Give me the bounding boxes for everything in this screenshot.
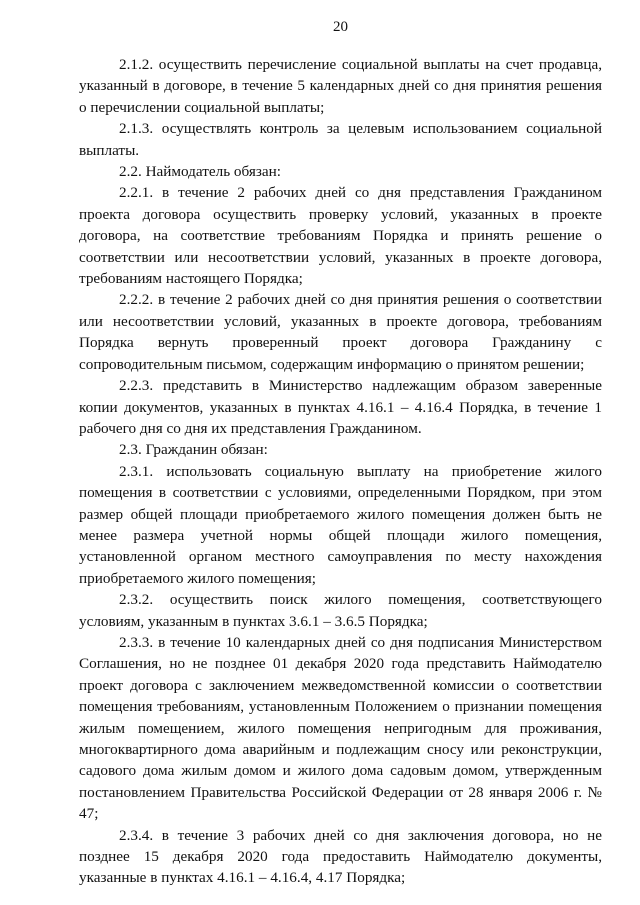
- paragraph-2-1-2: 2.1.2. осуществить перечисление социальной выплаты на счет продавца, указанный в договоре, в течение 5 календарных дней со дня принятия решения о перечислении социальной выплаты;: [79, 56, 602, 116]
- page-number: 20: [333, 19, 348, 35]
- section-heading-2-2: 2.2. Наймодатель обязан:: [119, 163, 281, 181]
- paragraph-2-2-2: 2.2.2. в течение 2 рабочих дней со дня принятия решения о соответствии или несоответствии условий, указанных в проекте договора, требованиям Порядка вернуть проверенный проект договора Гражданину с сопроводительным письмом, содержащим информацию о принятом решении;: [79, 291, 602, 373]
- paragraph-2-1-3: 2.1.3. осуществлять контроль за целевым использованием социальной выплаты.: [79, 120, 602, 159]
- paragraph-2-2-3: 2.2.3. представить в Министерство надлежащим образом заверенные копии документов, указанных в пунктах 4.16.1 – 4.16.4 Порядка, в течение 1 рабочего дня со дня их представления Гражданином.: [79, 377, 602, 437]
- paragraph-2-2-1: 2.2.1. в течение 2 рабочих дней со дня представления Гражданином проекта договора осуществить проверку условий, указанных в проекте договора, на соответствие требованиям Порядка и принять решение о соответствии или несоответствии условий, указанных в проекте договора, требованиям настоящего Порядка;: [79, 184, 602, 288]
- paragraph-2-3-2: 2.3.2. осуществить поиск жилого помещения, соответствующего условиям, указанным в пунктах 3.6.1 – 3.6.5 Порядка;: [79, 591, 602, 630]
- paragraph-2-3-4: 2.3.4. в течение 3 рабочих дней со дня заключения договора, но не позднее 15 декабря 2020 года предоставить Наймодателю документы, указанные в пунктах 4.16.1 – 4.16.4, 4.17 Порядка;: [79, 826, 602, 887]
- paragraph-2-3-3: 2.3.3. в течение 10 календарных дней со дня подписания Министерством Соглашения, но не позднее 01 декабря 2020 года представить Наймодателю проект договора с заключением межведомственной комиссии о соответствии помещения требованиям, установленным Положением о признании помещения жилым помещением, жилого помещения непригодным для проживания, многоквартирного дома аварийным и подлежащим сносу или реконструкции, садового дома жилым домом и жилого дома садовым домом, утвержденным постановлением Правительства Российской Федерации от 28 января 2006 г. № 47;: [79, 633, 602, 823]
- section-heading-2-3: 2.3. Гражданин обязан:: [119, 441, 268, 459]
- paragraph-2-3-1: 2.3.1. использовать социальную выплату на приобретение жилого помещения в соответствии с условиями, определенными Порядком, при этом размер общей площади приобретаемого жилого помещения должен быть не менее размера учетной нормы общей площади жилого помещения, установленной органом местного самоуправления по месту нахождения приобретаемого жилого помещения;: [79, 462, 602, 587]
